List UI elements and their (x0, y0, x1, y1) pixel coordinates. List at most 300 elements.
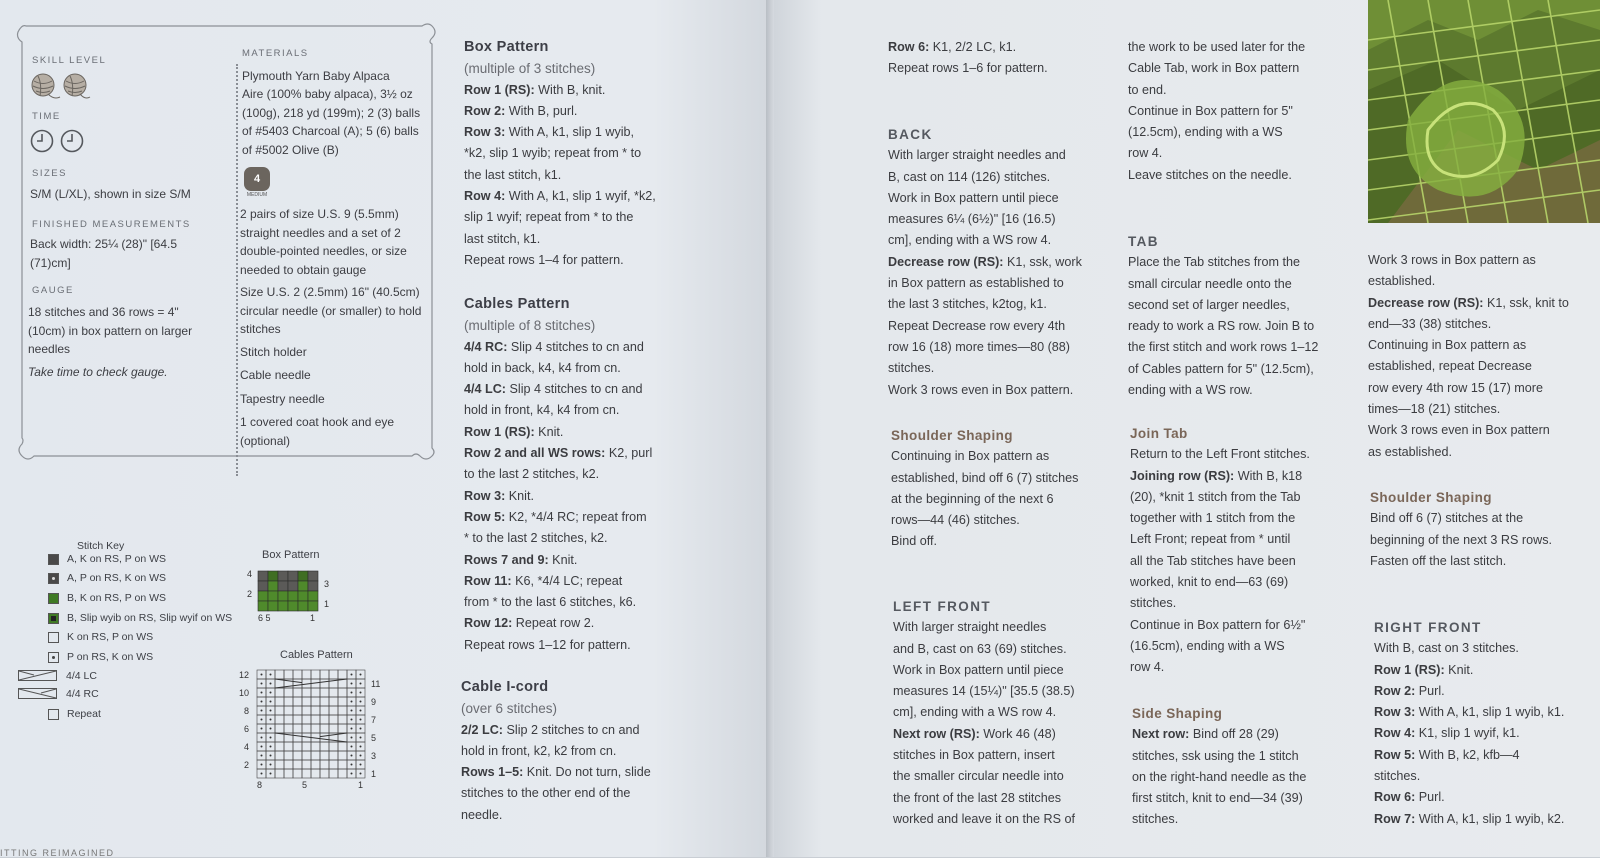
instruction-text: the work to be used later for the (1128, 40, 1306, 54)
instruction-line (888, 188, 1082, 209)
instruction-text: established, repeat Decrease (1368, 359, 1532, 374)
purl-dot (360, 692, 362, 694)
purl-dot (360, 755, 362, 757)
instruction-text: row 16 (18) more times—80 (88) (888, 339, 1070, 354)
instruction-text: Bind off 6 (7) stitches at the (1370, 511, 1524, 526)
cables-chart-cell (311, 724, 320, 733)
instruction-line (893, 702, 1075, 723)
instruction-line (1128, 252, 1318, 273)
left-front-section (893, 596, 1075, 830)
left-cable-symbol-icon (18, 670, 58, 682)
info-divider (236, 64, 238, 476)
purl-dot (360, 746, 362, 748)
purl-dot (261, 764, 263, 766)
purl-dot (351, 737, 353, 739)
instruction-line (1374, 809, 1564, 830)
instruction-text: With B, purl. (505, 103, 578, 118)
section-title: Cables Pattern (464, 296, 570, 312)
instruction-text: Purl. (1415, 790, 1445, 805)
gauge-line: needles (28, 342, 71, 356)
purl-dot (261, 683, 263, 685)
instruction-line (1128, 337, 1318, 358)
purl-dot (360, 737, 362, 739)
instruction-line (891, 489, 1078, 510)
instruction-line (888, 209, 1082, 230)
cables-chart-cell (320, 697, 329, 706)
box-chart-cell (268, 601, 278, 611)
instruction-line (464, 358, 652, 379)
box-pattern-section (464, 37, 656, 271)
cable-icord-section (461, 677, 651, 826)
instruction-text: all the Tab stitches have been (1130, 553, 1296, 568)
instruction-line (464, 143, 656, 164)
purl-dot (351, 701, 353, 703)
cables-chart-cell (320, 688, 329, 697)
section-subtitle: (multiple of 3 stitches) (464, 61, 596, 77)
instruction-row-label: Next row: (1132, 727, 1190, 742)
section-subheading: Shoulder Shaping (1370, 490, 1492, 505)
instruction-text: B, cast on 114 (126) stitches. (888, 169, 1051, 184)
instruction-line (1374, 723, 1564, 744)
instruction-text: With A, k1, slip 1 wyib, (505, 125, 635, 140)
stitch-key-item (48, 706, 101, 722)
purl-dot (360, 710, 362, 712)
instruction-text: Continue in Box pattern for 5" (1128, 103, 1293, 118)
box-pattern-chart (240, 563, 350, 625)
instruction-text: to the last 2 stitches, k2. (464, 467, 600, 482)
instruction-text: in Box pattern as established to (888, 276, 1064, 291)
instruction-row-label: Row 6: (888, 40, 930, 54)
stitch-key-label: P on RS, K on WS (67, 651, 154, 663)
stitch-key-label: Repeat (67, 708, 101, 720)
cables-chart-cell (275, 715, 284, 724)
cables-chart-cell (320, 742, 329, 751)
instruction-line (1130, 657, 1310, 678)
instruction-line (888, 230, 1082, 251)
cables-chart-cell (284, 760, 293, 769)
instruction-text: cm], ending with a WS row 4. (893, 705, 1057, 720)
yarn-line: (100g), 218 yd (199m); 2 (3) balls (242, 106, 421, 120)
instruction-text: hold in front, k2, k2 from cn. (461, 743, 617, 758)
instruction-line (893, 745, 1075, 766)
instruction-text: Continue in Box pattern for 6½" (1130, 617, 1306, 632)
cables-chart-cell (275, 751, 284, 760)
solid-dark-square-icon (48, 554, 59, 565)
instruction-text: at the beginning of the next 6 (891, 491, 1054, 506)
yarn-line: Aire (100% baby alpaca), 3½ oz (242, 87, 413, 101)
chart-row-number: 9 (371, 697, 377, 707)
instruction-row-label: Decrease row (RS): (888, 254, 1004, 269)
cables-chart-cell (302, 706, 311, 715)
instruction-text: K2, purl (605, 446, 653, 461)
purl-dot (360, 701, 362, 703)
chart-row-number: 10 (238, 688, 249, 698)
garment-photo (1368, 0, 1600, 223)
needle-line: 2 pairs of size U.S. 9 (5.5mm) (240, 207, 399, 221)
instruction-line (888, 273, 1082, 294)
cables-chart-cell (320, 715, 329, 724)
skill-level-label: SKILL LEVEL (32, 55, 107, 66)
section-subheading: Shoulder Shaping (891, 428, 1013, 443)
cables-chart-cell (275, 769, 284, 778)
instruction-line (464, 613, 652, 634)
instruction-line (464, 443, 652, 464)
yarn-weight-label: MEDIUM (246, 192, 268, 198)
cables-chart-cell (311, 688, 320, 697)
box-chart-cell (258, 571, 268, 581)
left-front-neck-continued (1368, 250, 1569, 463)
instruction-line (893, 660, 1075, 681)
instruction-line (1130, 551, 1310, 572)
notion-hook-line: 1 covered coat hook and eye (240, 415, 395, 429)
chart-row-number: 5 (302, 780, 308, 790)
purl-dot (261, 692, 263, 694)
section-title: Box Pattern (464, 39, 549, 55)
cables-chart-cell (302, 769, 311, 778)
instruction-line (464, 464, 652, 485)
purl-dot (270, 719, 272, 721)
purl-dot (270, 746, 272, 748)
instruction-line (888, 252, 1082, 273)
instruction-line (891, 531, 1078, 552)
box-chart-cell (268, 591, 278, 601)
cables-chart-cell (329, 715, 338, 724)
instruction-text: as established. (1368, 444, 1453, 459)
instruction-text: worked, knit to end—63 (69) (1130, 575, 1289, 590)
instruction-text: Bind off 28 (29) (1189, 727, 1279, 742)
yarn-weight-number: 4 (244, 167, 270, 191)
chart-row-number: 6 (243, 724, 249, 734)
instruction-line (464, 422, 652, 443)
cables-chart-cell (311, 742, 320, 751)
instruction-text: and B, cast on 63 (69) stitches. (893, 641, 1067, 656)
cables-chart-cell (320, 679, 329, 688)
cables-chart-cell (293, 715, 302, 724)
purl-dot (261, 746, 263, 748)
cables-chart-cell (311, 769, 320, 778)
instruction-row-label: Row 12: (464, 616, 513, 631)
instruction-text: Left Front; repeat from * until (1130, 532, 1291, 547)
instruction-line (1128, 380, 1318, 401)
instruction-text: beginning of the next 3 RS rows. (1370, 532, 1553, 547)
instruction-line (464, 507, 652, 528)
box-chart-cell (298, 591, 308, 601)
stitch-key-item (48, 570, 166, 586)
instruction-text: cm], ending with a WS row 4. (888, 233, 1052, 248)
chart-row-number: 5 (371, 733, 377, 743)
instruction-line (1128, 58, 1305, 79)
instruction-row-label: Row 2 and all WS rows: (464, 446, 606, 461)
instruction-line (464, 550, 652, 571)
front-shoulder-section (1370, 487, 1552, 572)
instruction-line (1130, 487, 1310, 508)
instruction-text: end—33 (38) stitches. (1368, 316, 1492, 331)
instruction-line (1368, 420, 1569, 441)
purl-dot (351, 728, 353, 730)
purl-dot (351, 674, 353, 676)
instruction-line (464, 337, 652, 358)
cables-chart-cell (275, 706, 284, 715)
purl-dot (360, 719, 362, 721)
instruction-text: K2, *4/4 RC; repeat from (505, 509, 647, 524)
instruction-text: K1, 2/2 LC, k1. (929, 40, 1017, 54)
instruction-line (888, 167, 1082, 188)
green-square-with-mark-icon (48, 613, 59, 624)
clock-icons (30, 128, 90, 154)
purl-dot (351, 683, 353, 685)
section-heading: LEFT FRONT (893, 599, 991, 614)
instruction-line (464, 122, 656, 143)
box-chart-cell (298, 571, 308, 581)
cables-chart-cell (320, 670, 329, 679)
cables-chart-cell (338, 697, 347, 706)
instruction-text: Fasten off the last stitch. (1370, 553, 1507, 568)
cables-chart-cell (302, 742, 311, 751)
instruction-line (1368, 356, 1569, 377)
purl-dot (270, 764, 272, 766)
instruction-text: hold in back, k4, k4 from cn. (464, 360, 621, 375)
instruction-line (461, 805, 651, 826)
instruction-text: of Cables pattern for 5" (12.5cm), (1128, 361, 1314, 376)
instruction-line (1130, 615, 1310, 636)
purl-dot (351, 755, 353, 757)
instruction-text: ready to work a RS row. Join B to (1128, 319, 1315, 334)
cables-chart-cell (293, 679, 302, 688)
instruction-text: measures 14 (15¼)" [35.5 (38.5) (893, 684, 1075, 699)
cables-chart-cell (338, 760, 347, 769)
instruction-row-label: 2/2 LC: (461, 722, 503, 737)
gauge-line: 18 stitches and 36 rows = 4" (28, 305, 179, 319)
stitch-key-item (48, 551, 166, 567)
sizes-label: SIZES (32, 168, 67, 179)
instruction-text: With larger straight needles and (888, 148, 1066, 163)
instruction-text: K1, ssk, knit to (1483, 295, 1569, 310)
instruction-row-label: Row 1 (RS): (464, 424, 535, 439)
dark-square-with-dot-icon (48, 573, 59, 584)
instruction-row-label: Row 5: (1374, 747, 1416, 762)
measurements-line: (71)cm] (30, 256, 71, 270)
gauge-line: (10cm) in box pattern on larger (28, 324, 193, 338)
cables-chart-cell (293, 697, 302, 706)
instruction-line (888, 316, 1082, 337)
stitch-key-title: Stitch Key (77, 540, 125, 552)
instruction-line (893, 766, 1075, 787)
notion-cable-needle: Cable needle (240, 368, 311, 382)
instruction-line (1370, 508, 1552, 529)
instruction-line (464, 229, 656, 250)
cables-chart-cell (293, 733, 302, 742)
instruction-row-label: Next row (RS): (893, 726, 980, 741)
instruction-line (1132, 809, 1306, 830)
cables-chart-cell (302, 715, 311, 724)
box-chart-cell (268, 571, 278, 581)
purl-dot (270, 683, 272, 685)
cables-chart-cell (338, 688, 347, 697)
instruction-text: row 4. (1128, 146, 1163, 161)
instruction-text: Repeat rows 1–4 for pattern. (464, 252, 624, 267)
section-subtitle: (over 6 stitches) (461, 701, 558, 717)
chart-row-number: 1 (310, 613, 316, 623)
cables-chart-cell (293, 706, 302, 715)
instruction-line (464, 486, 652, 507)
tab-section (1128, 231, 1318, 401)
yarn-ball-icon (64, 74, 90, 98)
instruction-text: With A, k1, slip 1 wyib, k1. (1415, 705, 1565, 720)
instruction-line (464, 186, 656, 207)
cables-chart-cell (302, 751, 311, 760)
chart-row-number: 12 (238, 670, 249, 680)
purl-dot (351, 719, 353, 721)
clock-icon (32, 131, 53, 152)
cables-chart-cell (284, 769, 293, 778)
instruction-row-label: Rows 7 and 9: (464, 552, 549, 567)
gauge-label: GAUGE (32, 285, 74, 296)
instruction-row-label: Row 1 (RS): (1374, 662, 1445, 677)
cables-chart-cell (293, 760, 302, 769)
cables-chart-cell (329, 769, 338, 778)
purl-dot (360, 764, 362, 766)
instruction-text: Work 3 rows even in Box pattern. (888, 382, 1074, 397)
purl-dot (351, 746, 353, 748)
instruction-line (461, 762, 651, 783)
instruction-line (1128, 295, 1318, 316)
instruction-text: Leave stitches on the needle. (1128, 167, 1292, 182)
instruction-text: together with 1 stitch from the (1130, 511, 1296, 526)
instruction-line (1128, 122, 1305, 143)
cables-chart-title: Cables Pattern (280, 649, 353, 661)
instruction-text: established, bind off 6 (7) stitches (891, 470, 1079, 485)
instruction-row-label: Row 7: (1374, 811, 1416, 826)
book-spine (766, 0, 774, 857)
instruction-line (1128, 37, 1305, 58)
instruction-text: With B, knit. (534, 82, 606, 97)
instruction-line (1132, 767, 1306, 788)
cables-pattern-chart (235, 662, 400, 808)
chart-row-number: 3 (324, 579, 330, 589)
chart-row-number: 2 (246, 589, 252, 599)
purl-dot (351, 764, 353, 766)
instruction-line (464, 528, 652, 549)
instruction-text: Repeat rows 1–6 for pattern. (888, 61, 1048, 76)
instruction-text: the last 3 stitches, k2tog, k1. (888, 297, 1047, 312)
instruction-line (1128, 80, 1305, 101)
stitch-key-item (18, 668, 97, 684)
instruction-text: (20), *knit 1 stitch from the Tab (1130, 489, 1301, 504)
purl-dot (270, 674, 272, 676)
instruction-line (1368, 442, 1569, 463)
instruction-line (1368, 378, 1569, 399)
instruction-text: last stitch, k1. (464, 231, 541, 246)
instruction-text: stitches. (888, 361, 935, 376)
stitch-key-label: B, K on RS, P on WS (67, 592, 167, 604)
instruction-line (464, 592, 652, 613)
instruction-text: Slip 2 stitches to cn and (503, 722, 640, 737)
stitch-key-item (18, 686, 99, 702)
circular-needle-line: circular needle (or smaller) to hold (240, 304, 422, 318)
stitch-key-label: A, P on RS, K on WS (67, 572, 167, 584)
cables-chart-cell (311, 715, 320, 724)
instruction-line (464, 80, 656, 101)
purl-dot (351, 692, 353, 694)
instruction-row-label: Row 2: (1374, 683, 1416, 698)
back-shoulder-section (891, 425, 1078, 553)
instruction-line (464, 571, 652, 592)
instruction-text: Repeat rows 1–12 for pattern. (464, 637, 631, 652)
chart-row-number: 2 (243, 760, 249, 770)
instruction-text: * to the last 2 stitches, k2. (464, 531, 608, 546)
back-section (888, 124, 1082, 401)
section-subheading: Join Tab (1130, 426, 1188, 441)
instruction-line (1130, 529, 1310, 550)
instruction-text: Work 46 (48) (979, 726, 1056, 741)
cables-chart-cell (293, 769, 302, 778)
instruction-text: measures 6¼ (6½)" [16 (16.5) (888, 212, 1056, 227)
instruction-text: stitches in Box pattern, insert (893, 748, 1055, 763)
instruction-line (464, 379, 652, 400)
cables-chart-cell (320, 733, 329, 742)
cables-chart-cell (275, 697, 284, 706)
instruction-row-label: Row 1 (RS): (464, 82, 535, 97)
instruction-line (1374, 638, 1564, 659)
cables-chart-cell (275, 760, 284, 769)
stitch-key-label: B, Slip wyib on RS, Slip wyif on WS (67, 612, 233, 624)
instruction-row-label: Rows 1–5: (461, 765, 524, 780)
instruction-row-label: Decrease row (RS): (1368, 295, 1484, 310)
cables-pattern-section (464, 294, 652, 656)
notion-stitch-holder: Stitch holder (240, 345, 307, 359)
box-chart-cell (308, 571, 318, 581)
box-chart-cell (268, 581, 278, 591)
dot-square-icon (48, 652, 59, 663)
box-chart-cell (258, 601, 268, 611)
instruction-text: from * to the last 6 stitches, k6. (464, 595, 637, 610)
chart-row-number: 1 (371, 769, 377, 779)
instruction-line (893, 617, 1075, 638)
repeat-square-icon (48, 709, 59, 720)
stitch-key-item (48, 629, 153, 645)
instruction-row-label: 4/4 RC: (464, 339, 508, 354)
stitch-key-label: K on RS, P on WS (67, 631, 154, 643)
instruction-line (1130, 444, 1310, 465)
chart-row-number: 4 (246, 569, 252, 579)
purl-dot (261, 674, 263, 676)
cables-chart-cell (284, 724, 293, 733)
yarn-line: of #5002 Olive (B) (242, 143, 339, 157)
instruction-line (1128, 359, 1318, 380)
stitch-key-item (48, 590, 166, 606)
cables-chart-cell (302, 697, 311, 706)
instruction-text: Work in Box pattern until piece (888, 190, 1059, 205)
instruction-line (1368, 250, 1569, 271)
instruction-line (464, 165, 656, 186)
cables-chart-cell (284, 670, 293, 679)
instruction-text: on the right-hand needle as the (1132, 769, 1307, 784)
box-chart-cell (288, 571, 298, 581)
instruction-line (1374, 745, 1564, 766)
instruction-text: (12.5cm), ending with a WS (1128, 125, 1283, 140)
instruction-row-label: Row 5: (464, 509, 506, 524)
stitch-key-label: 4/4 LC (66, 670, 97, 682)
instruction-line (891, 510, 1078, 531)
purl-dot (351, 710, 353, 712)
instruction-line (1374, 702, 1564, 723)
purl-dot (360, 773, 362, 775)
purl-dot (270, 737, 272, 739)
cables-chart-cell (293, 751, 302, 760)
instruction-line (1128, 165, 1305, 186)
instruction-text: slip 1 wyif; repeat from * to the (464, 210, 634, 225)
cables-chart-cell (338, 724, 347, 733)
